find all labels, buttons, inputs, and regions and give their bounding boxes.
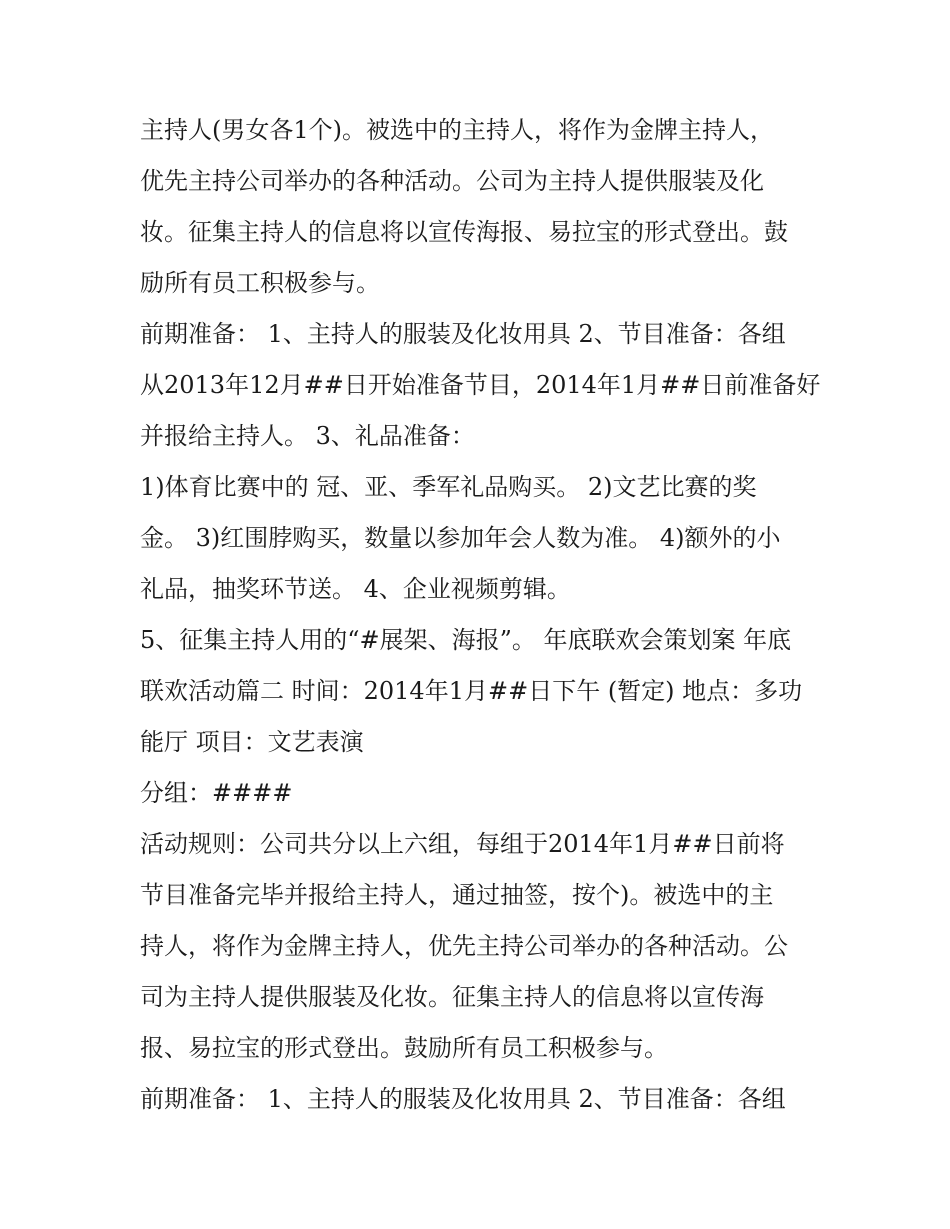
text-line-3: 妆。征集主持人的信息将以宣传海报、易拉宝的形式登出。鼓 <box>140 218 788 246</box>
text-line-9: 金。 3)红围脖购买，数量以参加年会人数为准。 4)额外的小 <box>140 524 781 552</box>
text-line-5: 前期准备： 1、主持人的服装及化妆用具 2、节目准备：各组 <box>140 320 786 348</box>
text-line-2: 优先主持公司举办的各种活动。公司为主持人提供服装及化 <box>140 167 764 195</box>
text-line-18: 司为主持人提供服装及化妆。征集主持人的信息将以宣传海 <box>140 983 764 1011</box>
text-line-14: 分组：#### <box>140 779 293 807</box>
text-line-8: 1)体育比赛中的 冠、亚、季军礼品购买。 2)文艺比赛的奖 <box>140 473 757 501</box>
text-line-16: 节目准备完毕并报给主持人，通过抽签，按个)。被选中的主 <box>140 881 774 909</box>
text-line-20: 前期准备： 1、主持人的服装及化妆用具 2、节目准备：各组 <box>140 1085 786 1113</box>
text-line-15: 活动规则：公司共分以上六组，每组于2014年1月##日前将 <box>140 830 785 858</box>
text-line-19: 报、易拉宝的形式登出。鼓励所有员工积极参与。 <box>140 1034 668 1062</box>
document-page <box>140 108 820 1128</box>
text-line-6: 从2013年12月##日开始准备节目，2014年1月##日前准备好 <box>140 371 821 399</box>
text-line-10: 礼品，抽奖环节送。 4、企业视频剪辑。 <box>140 575 571 603</box>
text-line-7: 并报给主持人。 3、礼品准备： <box>140 422 475 450</box>
text-line-13: 能厅 项目：文艺表演 <box>140 728 364 756</box>
text-line-12: 联欢活动篇二 时间：2014年1月##日下午 (暂定) 地点：多功 <box>140 677 803 705</box>
text-line-17: 持人，将作为金牌主持人，优先主持公司举办的各种活动。公 <box>140 932 788 960</box>
text-line-4: 励所有员工积极参与。 <box>140 269 380 297</box>
text-line-11: 5、征集主持人用的“#展架、海报”。 年底联欢会策划案 年底 <box>140 626 792 654</box>
text-line-1: 主持人(男女各1个)。被选中的主持人，将作为金牌主持人， <box>140 116 774 144</box>
